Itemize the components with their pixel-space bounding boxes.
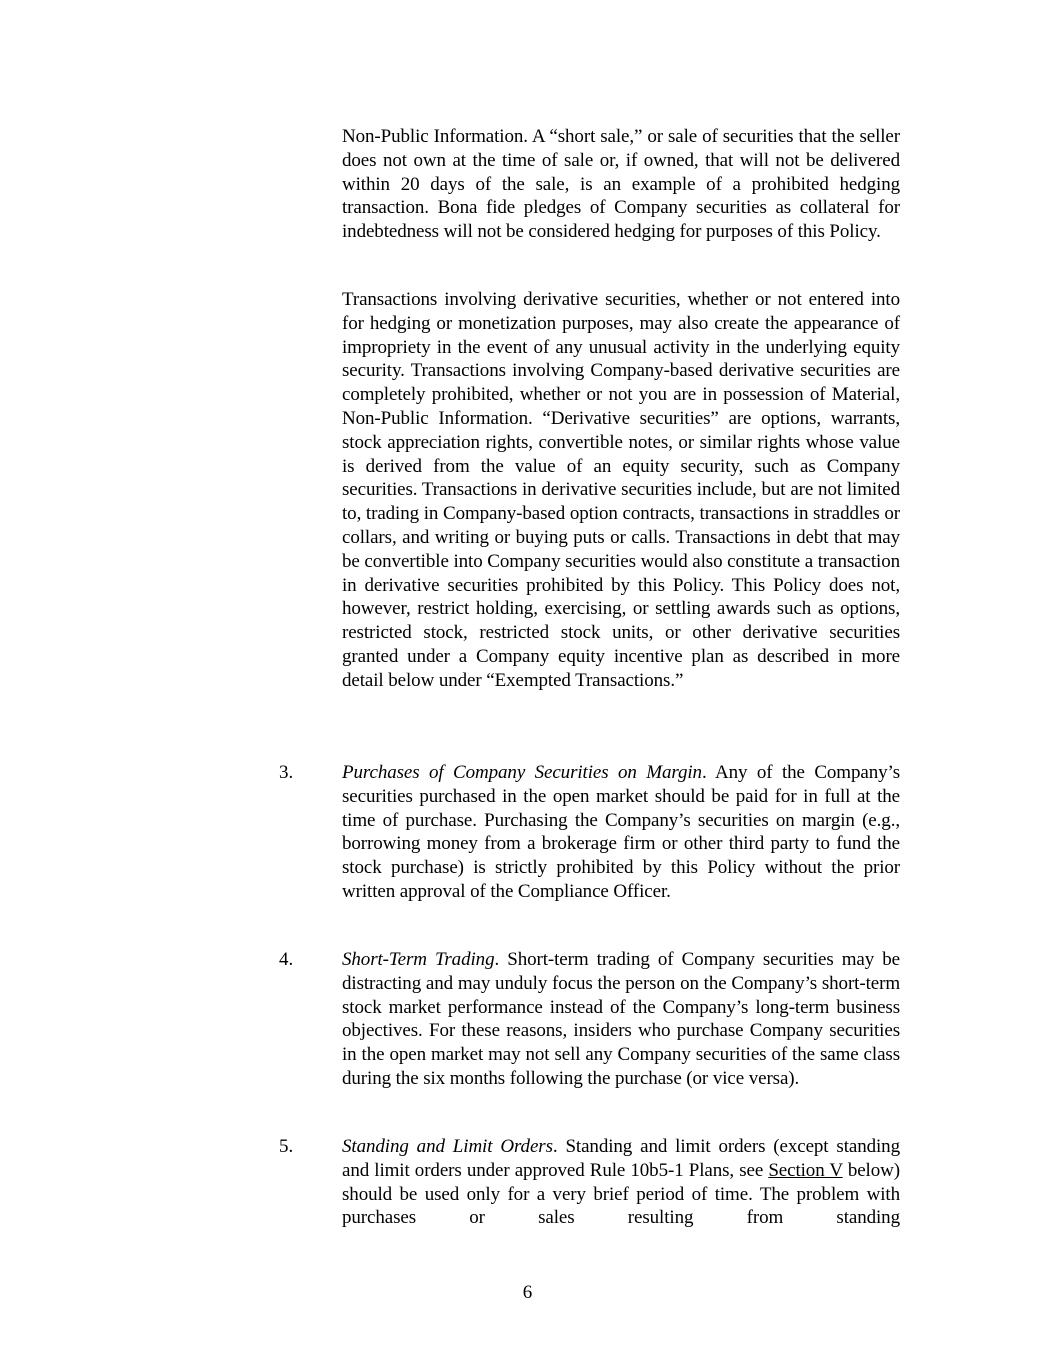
item-4-heading: Short-Term Trading <box>342 949 495 970</box>
item-number-3: 3. <box>279 762 294 783</box>
item-5-text-after-link: below) should be used only for a very brief period of time. The problem with purchases or sales resulting from standing <box>342 1159 900 1229</box>
item-number-4: 4. <box>279 949 294 970</box>
item-number-5: 5. <box>279 1136 294 1157</box>
item-5-heading: Standing and Limit Orders <box>342 1136 553 1157</box>
item-3-text: . Any of the Company’s securities purchased in the open market should be paid for in full at the time of purchase. Purchasing the Company’s securities on margin (e.g., borrowing money from a brokerage firm or other third party to fund the stock purchase) is strictly prohibited by this Policy without the prior written approval of the Compliance Officer. <box>342 762 900 902</box>
item-3-heading: Purchases of Company Securities on Margin <box>342 762 702 783</box>
item-5-standing-limit-orders <box>342 1135 900 1230</box>
paragraph-derivative-securities: Transactions involving derivative securities, whether or not entered into for hedging or monetization purposes, may also create the appearance of impropriety in the event of any unusual activity in the underlying equity security. Transactions involving Company-based derivative securities are completely prohibited, whether or not you are in possession of Material, Non-Public Information. “Derivative securities” are options, warrants, stock appreciation rights, convertible notes, or similar rights whose value is derived from the value of an equity security, such as Company securities. Transactions in derivative securities include, but are not limited to, trading in Company-based option contracts, transactions in straddles or collars, and writing or buying puts or calls. Transactions in debt that may be convertible into Company securities would also constitute a transaction in derivative securities prohibited by this Policy. This Policy does not, however, restrict holding, exercising, or settling awards such as options, restricted stock, restricted stock units, or other derivative securities granted under a Company equity incentive plan as described in more detail below under “Exempted Transactions.” <box>342 289 900 691</box>
page-number: 6 <box>522 1282 533 1303</box>
section-v-link[interactable]: Section V <box>768 1159 843 1181</box>
item-5-text-before-link: . Standing and limit orders (except standing and limit orders under approved Rule 10b5-1 Plans, see <box>342 1136 900 1181</box>
item-3-margin-purchases <box>342 761 900 904</box>
item-4-text: . Short-term trading of Company securities may be distracting and may unduly focus the person on the Company’s short-term stock market performance instead of the Company’s long-term business objectives. For these reasons, insiders who purchase Company securities in the open market may not sell any Company securities of the same class during the six months following the purchase (or vice versa). <box>342 949 900 1089</box>
item-4-short-term-trading <box>342 948 900 1091</box>
paragraph-short-sale: Non-Public Information. A “short sale,” or sale of securities that the seller does not own at the time of sale or, if owned, that will not be delivered within 20 days of the sale, is an example of a prohibited hedging transaction. Bona fide pledges of Company securities as collateral for indebtedness will not be considered hedging for purposes of this Policy. <box>342 126 900 243</box>
